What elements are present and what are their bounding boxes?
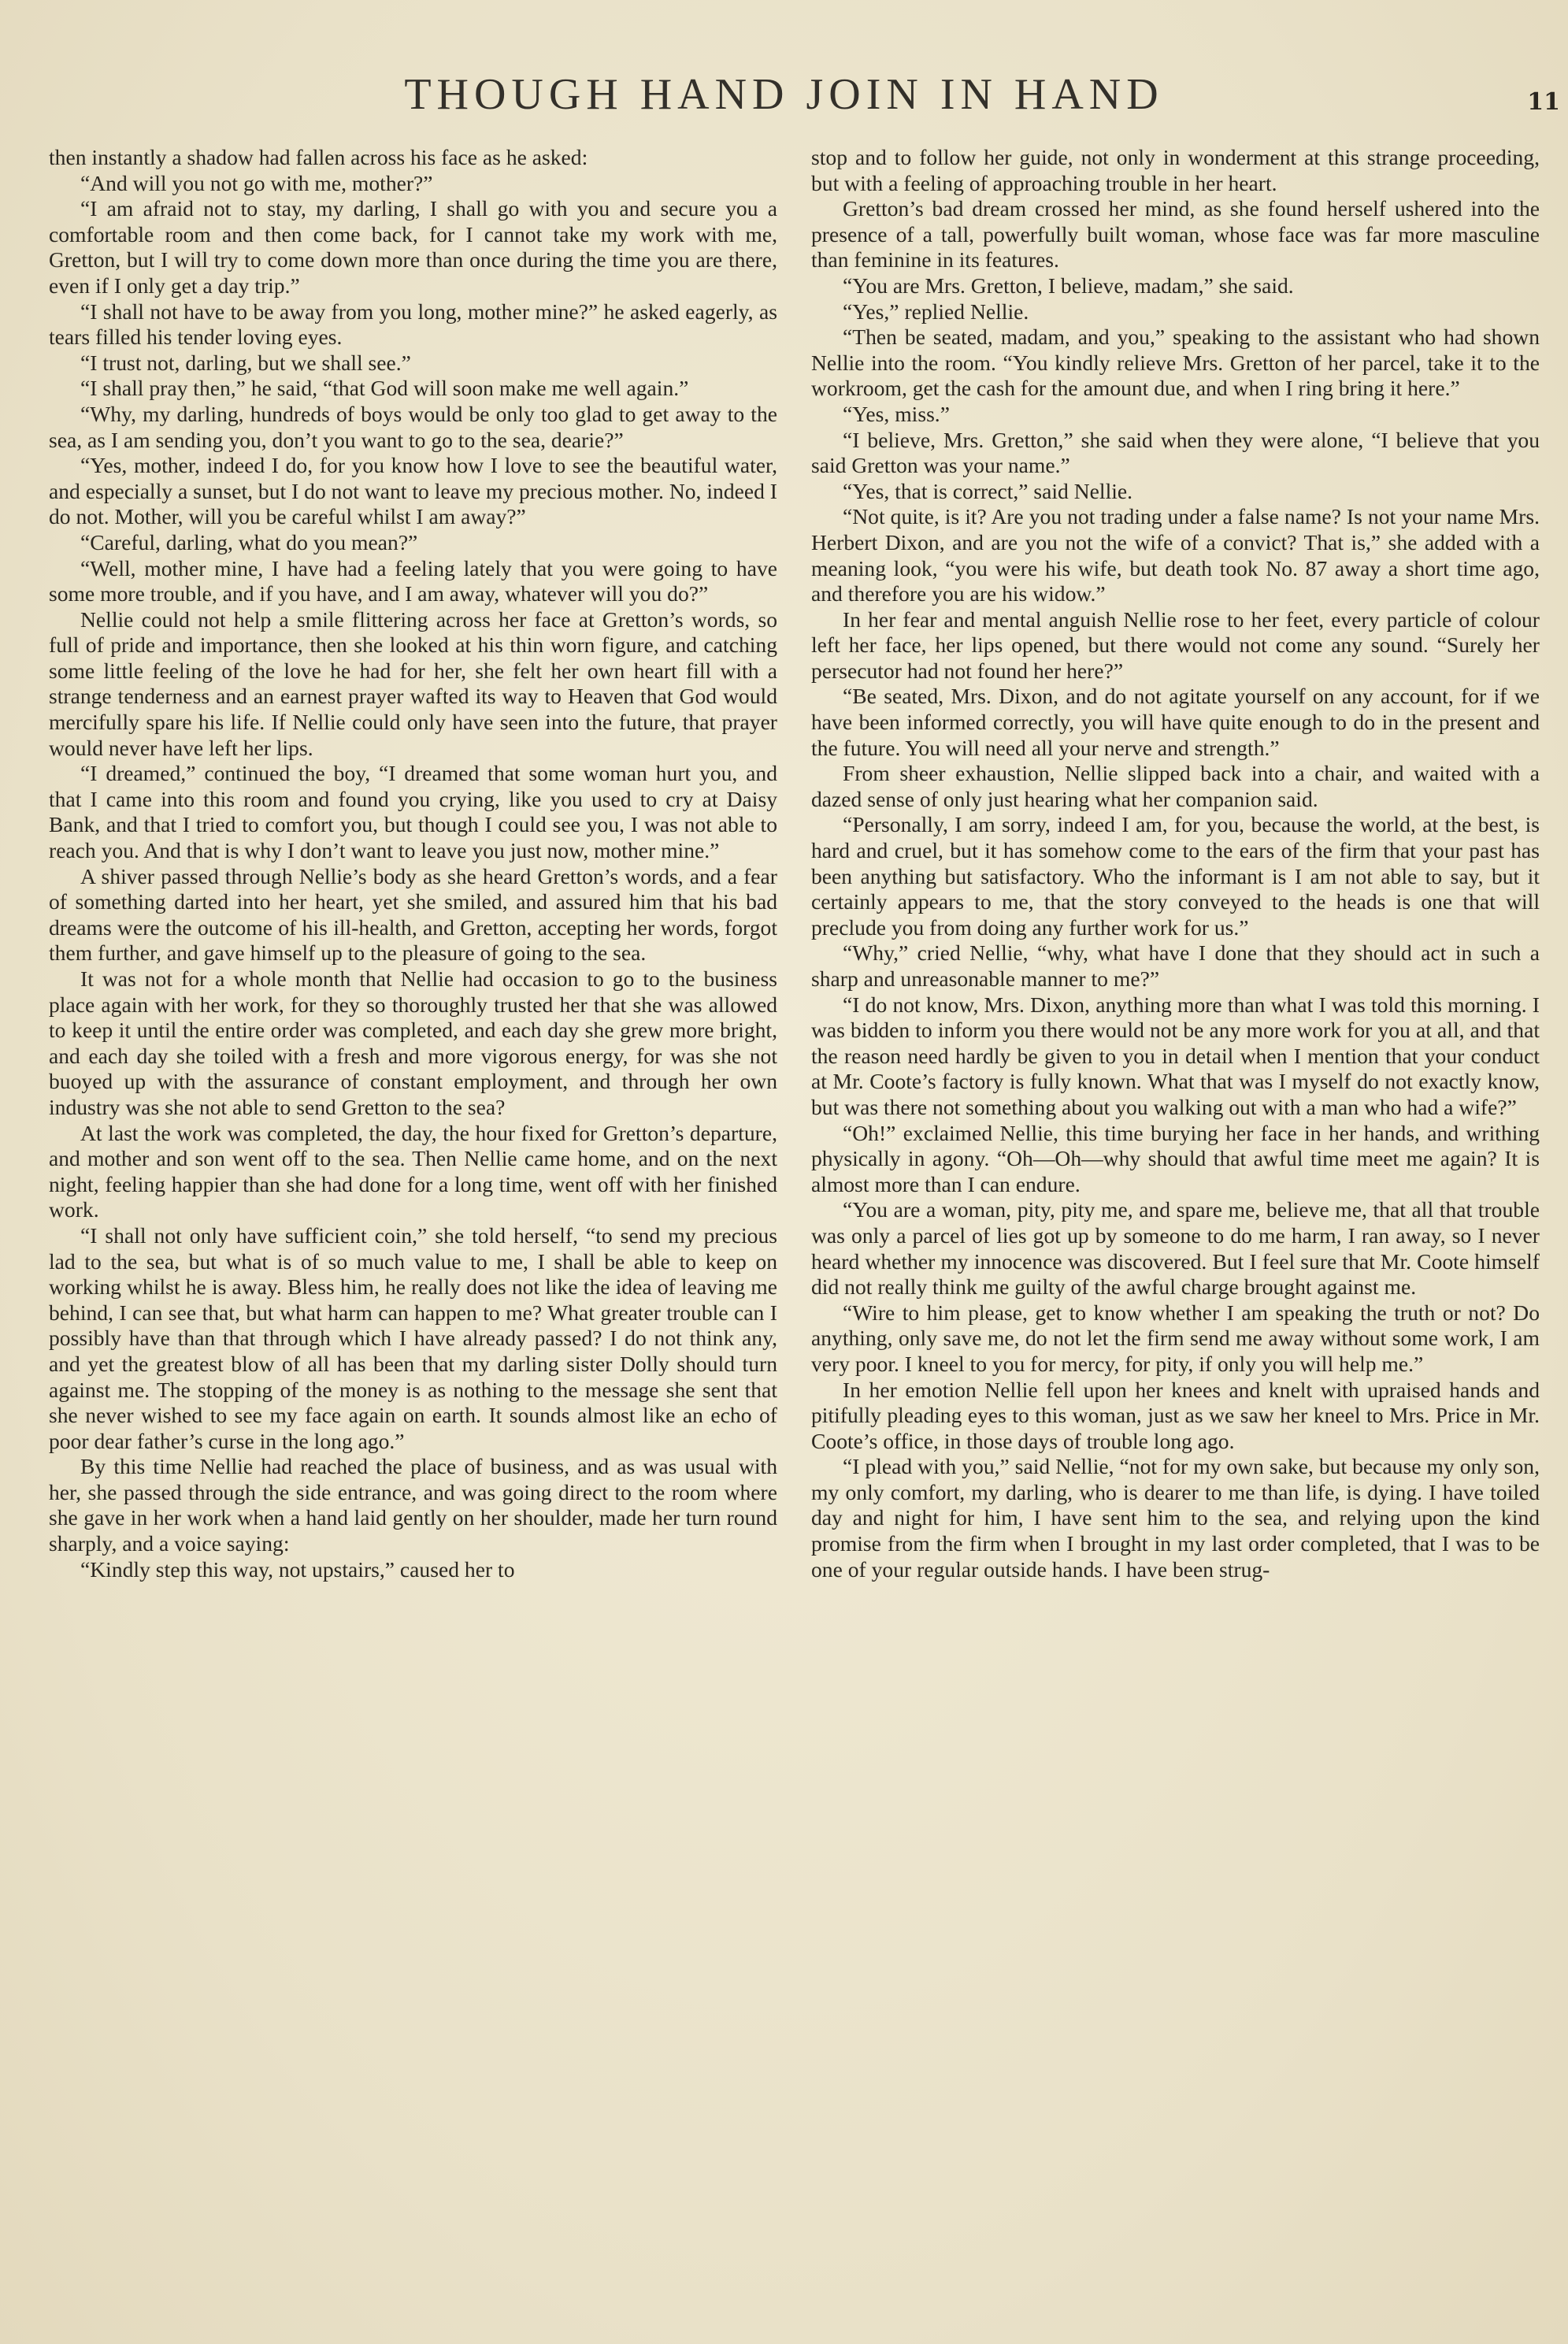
paragraph: “I trust not, darling, but we shall see.” <box>80 350 411 375</box>
running-title: THOUGH HAND JOIN IN HAND <box>404 70 1164 119</box>
paragraph: “I plead with you,” said Nellie, “not for my own sake, but because my only son, my only comfort, my darling, who is dearer to me than life, is dying. I have toiled day and night for him, I have sent him to the sea, and relying upon the kind promise from the firm when I brought in my last order completed, that I was to be one of your regular outside hands. I have been strug- <box>811 1454 1540 1582</box>
paragraph: “Wire to him please, get to know whether I am speaking the truth or not? Do anything, only save me, do not let the firm send me away without some work, I am very poor. I kneel to you for mercy, for pity, if only you will help me.” <box>811 1300 1540 1376</box>
paragraph: “Careful, darling, what do you mean?” <box>80 529 418 554</box>
paragraph: A shiver passed through Nellie’s body as she heard Gretton’s words, and a fear of something darted into her heart, yet she smiled, and assured him that his bad dreams were the outcome of his ill-health, and Gretton, accepting her words, forgot them further, and gave himself up to the pleasure of going to the sea. <box>49 863 777 966</box>
paragraph: “I do not know, Mrs. Dixon, anything more than what I was told this morning. I was bidden to inform you there would not be any more work for you at all, and that the reason need hardly be given to you in detail when I mention that your conduct at Mr. Coote’s factory is fully known. What that was I myself do not exactly know, but was there not something about you walking out with a man who had a wife?” <box>811 992 1540 1119</box>
paragraph: then instantly a shadow had fallen across his face as he asked: <box>49 145 588 169</box>
paragraph: “Personally, I am sorry, indeed I am, for you, because the world, at the best, is hard and cruel, but it has somehow come to the ears of the firm that your past has been anything but satisfactory. Who the informant is I am not able to say, but it certainly appears to me, that the story conveyed to the heads is one that will preclude you from doing any further work for us.” <box>811 812 1540 940</box>
right-column <box>811 145 1540 1582</box>
paragraph: “Yes, miss.” <box>843 401 950 426</box>
paragraph: In her fear and mental anguish Nellie rose to her feet, every particle of colour left her face, her lips opened, but there would not come any sound. “Surely her persecutor had not found her here?” <box>811 606 1540 683</box>
paragraph: “Be seated, Mrs. Dixon, and do not agitate yourself on any account, for if we have been informed correctly, you will have quite enough to do in the present and the future. You will need all your nerve and strength.” <box>811 684 1540 760</box>
paragraph: “Not quite, is it? Are you not trading under a false name? Is not your name Mrs. Herbert Dixon, and are you not the wife of a convict? That is,” she added with a meaning look, “you were his wife, but death took No. 87 away a short time ago, and therefore you are his widow.” <box>811 504 1540 606</box>
paragraph: “Yes, mother, indeed I do, for you know how I love to see the beautiful water, and especially a sunset, but I do not want to leave my precious mother. No, indeed I do not. Mother, will you be careful whilst I am away?” <box>49 453 777 529</box>
paragraph: “And will you not go with me, mother?” <box>80 170 433 195</box>
paragraph: “I am afraid not to stay, my darling, I shall go with you and secure you a comfortable room and then come back, for I cannot take my work with me, Gretton, but I will try to come down more than once during the time you are there, even if I only get a day trip.” <box>49 196 777 298</box>
paragraph: “Kindly step this way, not upstairs,” caused her to <box>80 1556 515 1582</box>
left-column <box>49 145 777 1582</box>
paragraph: “I shall pray then,” he said, “that God will soon make me well again.” <box>80 376 689 401</box>
paragraph: It was not for a whole month that Nellie had occasion to go to the business place again with her work, for they so thoroughly trusted her that she was allowed to keep it until the entire order was completed, and each day she grew more bright, and each day she toiled with a fresh and more vigorous energy, for was she not buoyed up with the assurance of constant employment, and through her own industry was she not able to send Gretton to the sea? <box>49 966 777 1119</box>
paragraph: “Why,” cried Nellie, “why, what have I done that they should act in such a sharp and unreasonable manner to me?” <box>811 940 1540 991</box>
paragraph: “Why, my darling, hundreds of boys would be only too glad to get away to the sea, as I am sending you, don’t you want to go to the sea, dearie?” <box>49 401 777 452</box>
paragraph: Gretton’s bad dream crossed her mind, as she found herself ushered into the presence of a tall, powerfully built woman, whose face was far more masculine than feminine in its features. <box>811 196 1540 273</box>
paragraph: From sheer exhaustion, Nellie slipped back into a chair, and waited with a dazed sense of only just hearing what her companion said. <box>811 761 1540 811</box>
paragraph: In her emotion Nellie fell upon her knees and knelt with upraised hands and pitifully pleading eyes to this woman, just as we saw her kneel to Mrs. Price in Mr. Coote’s office, in those days of trouble long ago. <box>811 1377 1540 1453</box>
paragraph: stop and to follow her guide, not only in wonderment at this strange proceeding, but with a feeling of approaching trouble in her heart. <box>811 145 1540 195</box>
paragraph: “I shall not have to be away from you long, mother mine?” he asked eagerly, as tears filled his tender loving eyes. <box>49 299 777 350</box>
paragraph: Nellie could not help a smile flittering across her face at Gretton’s words, so full of pride and importance, then she looked at his thin worn figure, and catching some little feeling of the love he had for her, she felt her own heart fill with a strange tenderness and an earnest prayer wafted its way to Heaven that God would mercifully spare his life. If Nellie could only have seen into the future, that prayer would never have left her lips. <box>49 606 777 760</box>
paragraph: “Yes, that is correct,” said Nellie. <box>843 478 1133 503</box>
page-number: 11 <box>1527 88 1560 116</box>
paragraph: By this time Nellie had reached the place of business, and as was usual with her, she passed through the side entrance, and was going direct to the room where she gave in her work when a hand laid gently on her shoulder, made her turn round sharply, and a voice saying: <box>49 1454 777 1556</box>
paragraph: “I shall not only have sufficient coin,” she told herself, “to send my precious lad to the sea, but what is of so much value to me, I shall be able to keep on working whilst he is away. Bless him, he really does not like the idea of leaving me behind, I can see that, but what harm can happen to me? What greater trouble can I possibly have than that through which I have already passed? I do not think any, and yet the greatest blow of all has been that my darling sister Dolly should turn against me. The stopping of the money is as nothing to the message she sent that she never wished to see my face again on earth. It sounds almost like an echo of poor dear father’s curse in the long ago.” <box>49 1222 777 1453</box>
paragraph: “Oh!” exclaimed Nellie, this time burying her face in her hands, and writhing physically in agony. “Oh—Oh—why should that awful time meet me again? It is almost more than I can endure. <box>811 1120 1540 1196</box>
paragraph: “You are Mrs. Gretton, I believe, madam,” she said. <box>843 273 1294 298</box>
paragraph: “You are a woman, pity, pity me, and spare me, believe me, that all that trouble was only a parcel of lies got up by someone to do me harm, I ran away, so I never heard whether my innocence was discovered. But I feel sure that Mr. Coote himself did not really think me guilty of the awful charge brought against me. <box>811 1197 1540 1300</box>
paragraph: “Well, mother mine, I have had a feeling lately that you were going to have some more trouble, and if you have, and I am away, whatever will you do?” <box>49 555 777 606</box>
paragraph: “I believe, Mrs. Gretton,” she said when they were alone, “I believe that you said Gretton was your name.” <box>811 427 1540 478</box>
paragraph: At last the work was completed, the day, the hour fixed for Gretton’s departure, and mother and son went off to the sea. Then Nellie came home, and on the next night, feeling happier than she had done for a long time, went off with her finished work. <box>49 1120 777 1222</box>
paragraph: “I dreamed,” continued the boy, “I dreamed that some woman hurt you, and that I came into this room and found you crying, like you used to cry at Daisy Bank, and that I tried to comfort you, but though I could see you, I was not able to reach you. And that is why I don’t want to leave you just now, mother mine.” <box>49 761 777 863</box>
paragraph: “Yes,” replied Nellie. <box>843 299 1029 324</box>
paragraph: “Then be seated, madam, and you,” speaking to the assistant who had shown Nellie into the room. “You kindly relieve Mrs. Gretton of her parcel, take it to the workroom, get the cash for the amount due, and when I ring bring it here.” <box>811 325 1540 401</box>
